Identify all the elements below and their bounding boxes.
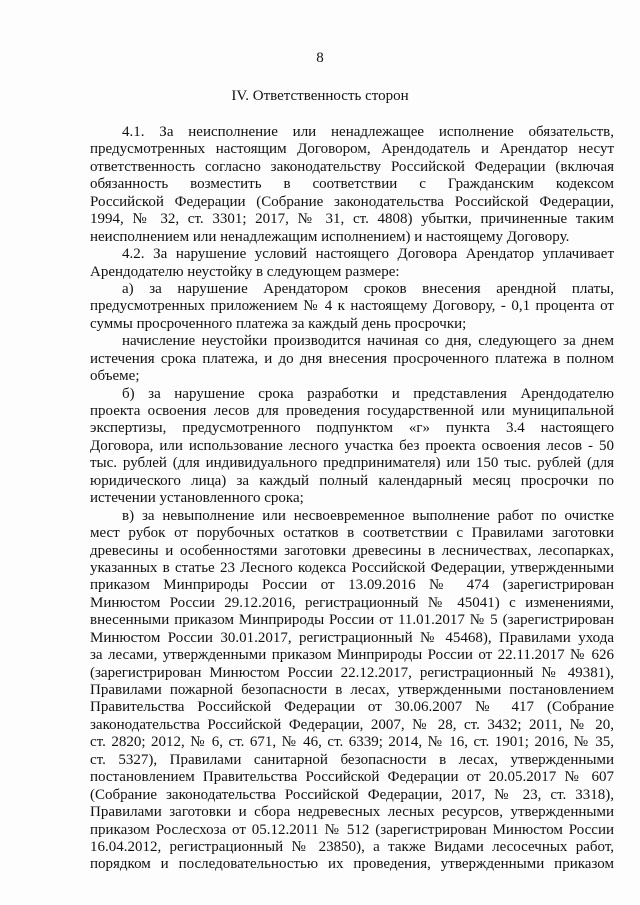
text-line: 4.1. За неисполнение или ненадлежащее исполнение обязательств, xyxy=(122,124,614,140)
text-line: Арендодателю неустойку в следующем размере: xyxy=(90,263,400,280)
text-line: предусмотренных приложением № 4 к настоящему Договору, - 0,1 процента от xyxy=(90,298,614,315)
text-line: 4.2. За нарушение условий настоящего Договора Арендатор уплачивает xyxy=(122,246,614,263)
text-line: Договора, или использование лесного участка без проекта освоения лесов - 50 xyxy=(90,437,614,454)
text-line: экспертизы, предусмотренного подпунктом «г» пункта 3.4 настоящего xyxy=(90,420,614,437)
text-line: ст. 5327), Правилами санитарной безопасности в лесах, утвержденными xyxy=(90,751,614,768)
text-line: постановлением Правительства Российской Федерации от 20.05.2017 № 607 xyxy=(90,769,614,786)
text-line: Российской Федерации (Собрание законодательства Российской Федерации, xyxy=(90,193,614,210)
text-line: порядком и последовательностью их проведения, утвержденными приказом xyxy=(90,856,614,873)
text-line: в) за невыполнение или несвоевременное выполнение работ по очистке xyxy=(122,507,614,524)
text-line: ст. 2820; 2012, № 6, ст. 671, № 46, ст. 6339; 2014, № 16, ст. 1901; 2016, № 35, xyxy=(90,734,614,751)
text-line: за лесами, утвержденными приказом Минприроды России от 22.11.2017 № 626 xyxy=(90,647,614,664)
page-number: 8 xyxy=(316,50,324,66)
text-line: 1994, № 32, ст. 3301; 2017, № 31, ст. 4808) убытки, причиненные таким xyxy=(90,211,614,228)
text-line: начисление неустойки производится начиная со дня, следующего за днем xyxy=(122,333,614,350)
text-line: мест рубок от порубочных остатков в соответствии с Правилами заготовки xyxy=(90,525,614,542)
text-line: неисполнением или ненадлежащим исполнением) и настоящему Договору. xyxy=(90,228,570,245)
text-line: приказом Минприроды России от 13.09.2016 № 474 (зарегистрирован xyxy=(90,577,614,594)
text-line: тыс. рублей (для индивидуального предпринимателя) или 150 тыс. рублей (для xyxy=(90,455,614,472)
text-line: 16.04.2012, регистрационный № 23850), а также Видами лесосечных работ, xyxy=(90,838,614,855)
text-line: истечения срока платежа, и до дня внесения просроченного платежа в полном xyxy=(90,350,614,367)
text-line: истечении установленного срока; xyxy=(90,490,304,507)
text-line: Минюстом России 30.01.2017, регистрационный № 45468), Правилами ухода xyxy=(90,629,614,646)
text-line: указанных в статье 23 Лесного кодекса Российской Федерации, утвержденными xyxy=(90,559,614,576)
text-line: а) за нарушение Арендатором сроков внесения арендной платы, xyxy=(122,280,614,297)
text-line: (зарегистрирован Минюстом России 22.12.2017, регистрационный № 49381), xyxy=(90,664,614,681)
document-body xyxy=(90,124,614,874)
text-line: древесины и особенностями заготовки древесины в лесничествах, лесопарках, xyxy=(90,542,614,559)
text-line: б) за нарушение срока разработки и представления Арендодателю xyxy=(122,385,614,402)
text-line: внесенными приказом Минприроды России от 11.01.2017 № 5 (зарегистрирован xyxy=(90,612,614,629)
text-line: обязанность возместить в соответствии с Гражданским кодексом xyxy=(90,176,614,193)
text-line: Правилами заготовки и сбора недревесных лесных ресурсов, утвержденными xyxy=(90,804,614,821)
text-line: объеме; xyxy=(90,368,140,385)
text-line: приказом Рослесхоза от 05.12.2011 № 512 (зарегистрирован Минюстом России xyxy=(90,821,614,838)
text-line: ответственность согласно законодательству Российской Федерации (включая xyxy=(90,158,614,175)
text-line: юридического лица) за каждый полный календарный месяц просрочки по xyxy=(90,472,614,489)
section-title: IV. Ответственность сторон xyxy=(231,88,409,104)
text-line: Правительства Российской Федерации от 30.06.2007 № 417 (Собрание xyxy=(90,699,614,716)
text-line: (Собрание законодательства Российской Федерации, 2017, № 23, ст. 3318), xyxy=(90,786,614,803)
text-line: проекта освоения лесов для проведения государственной или муниципальной xyxy=(90,403,614,419)
text-line: суммы просроченного платежа за каждый день просрочки; xyxy=(90,315,467,332)
text-line: предусмотренных настоящим Договором, Арендодатель и Арендатор несут xyxy=(90,141,614,158)
text-line: законодательства Российской Федерации, 2007, № 28, ст. 3432; 2011, № 20, xyxy=(90,716,614,733)
text-line: Правилами пожарной безопасности в лесах, утвержденными постановлением xyxy=(90,682,614,698)
text-line: Минюстом России 29.12.2016, регистрационный № 45041) с изменениями, xyxy=(90,594,614,611)
